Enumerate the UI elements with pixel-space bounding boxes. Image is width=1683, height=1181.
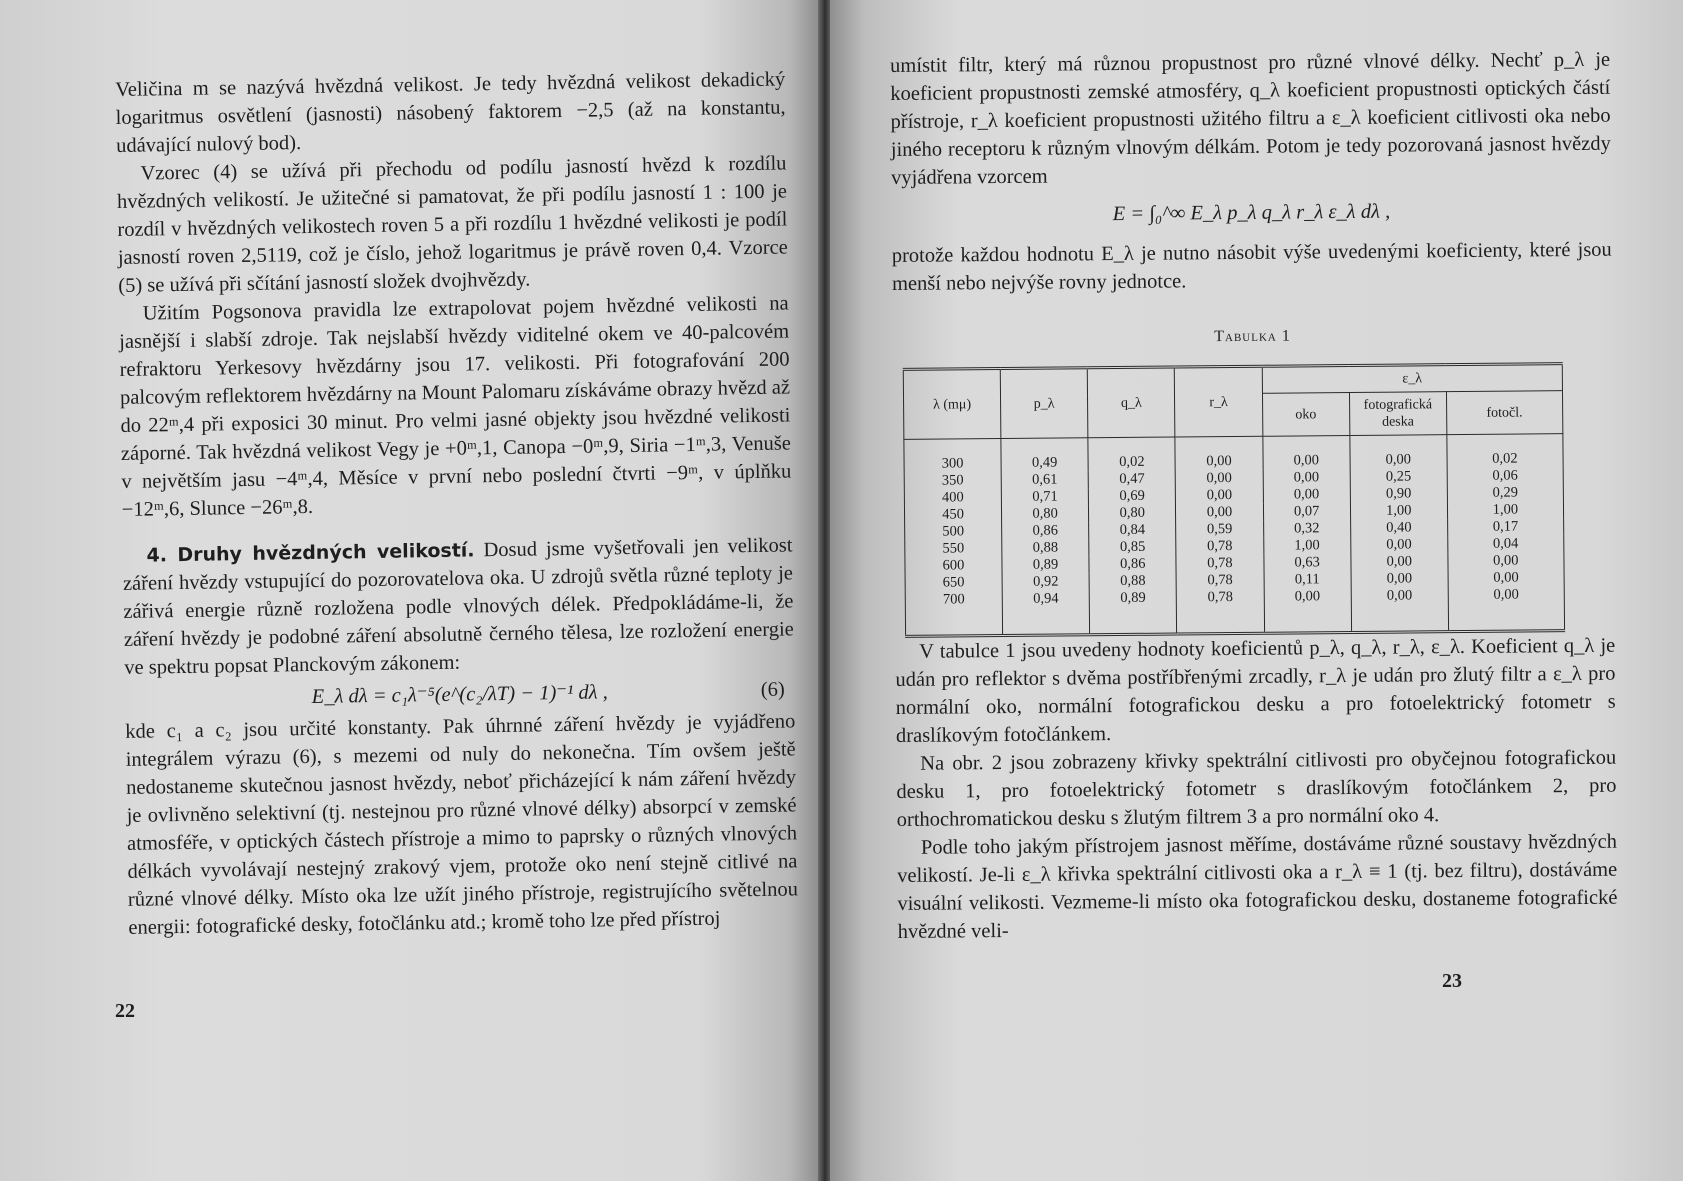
table-cell: 0,78 xyxy=(1176,572,1263,590)
table-cell: 350 xyxy=(904,472,1001,490)
equation-number: (6) xyxy=(760,678,785,701)
table-cell: 0,84 xyxy=(1089,522,1176,540)
table-cell: 0,78 xyxy=(1177,589,1265,634)
table-cell: 0,49 xyxy=(1001,438,1088,472)
table-cell: 1,00 xyxy=(1263,537,1350,555)
table-cell: 1,00 xyxy=(1447,501,1563,519)
formula-text: E_λ dλ = c₁λ⁻⁵(e^(c₂/λT) − 1)⁻¹ dλ , xyxy=(311,681,608,708)
table-cell: 0,07 xyxy=(1263,503,1350,521)
paragraph: kde c₁ a c₂ jsou určité konstanty. Pak úhrnné záření hvězdy je vyjádřeno integrálem výrazu (6), s mezemi od nuly do nekonečna. Tím ovšem ještě nedostaneme skutečnou jasnost hvězdy, neboť přicházející k nám záření hvězdy je ovlivněno selektivní (tj. nestejnou pro různé vlnové délky) absorpcí v zemské atmosféře, v optických částech přístroje a mimo to paprsky o různých vlnových délkách vyvolávají nestejný zrakový vjem, protože oko není stejně citlivé na různé vlnové délky. Místo oka lze užít jiného přístroje, registrujícího světelnou energii: fotografické desky, fotočlánku atd.; kromě toho lze před přístroj xyxy=(125,710,799,939)
section-heading: 4. Druhy hvězdných velikostí. xyxy=(146,539,475,567)
subcolumn-header: fotočl. xyxy=(1446,391,1563,435)
paragraph: Vzorec (4) se užívá při přechodu od podílu jasností hvězd k rozdílu hvězdných velikostí. Je užitečné si pamatovat, že při podílu jasností 1 : 100 je rozdíl v hvězdných velikostech roven 5 a při rozdílu 1 hvězdné velikosti je podíl jasností roven 2,5119, což je číslo, jehož logaritmus je právě roven 0,4. Vzorce (5) se užívá při sčítání jasností složek dvojhvězdy. xyxy=(116,152,788,297)
table-cell: 0,89 xyxy=(1089,590,1177,635)
table-cell: 0,00 xyxy=(1263,486,1350,504)
table-cell: 0,80 xyxy=(1001,505,1088,523)
column-header: r_λ xyxy=(1175,366,1263,437)
table-cell: 0,78 xyxy=(1176,538,1263,556)
table-cell: 0,69 xyxy=(1089,488,1176,506)
table-cell: 0,00 xyxy=(1264,588,1352,633)
table-cell: 0,04 xyxy=(1447,535,1563,553)
paragraph: Na obr. 2 jsou zobrazeny křivky spektrální citlivosti pro obyčejnou fotografickou desku 1, pro fotoelektrický fotometr s draslíkovým fotočlánkem 2, pro orthochromatickou desku s žlutým filtrem 3 a pro normální oko 4. xyxy=(896,746,1617,831)
table-cell: 0,02 xyxy=(1088,437,1175,471)
table-cell: 0,86 xyxy=(1089,556,1176,574)
table-cell: 0,25 xyxy=(1350,468,1447,486)
paragraph: V tabulce 1 jsou uvedeny hodnoty koeficientů p_λ, q_λ, r_λ, ε_λ. Koeficient q_λ je udán pro reflektor s dvěma postříbřenými zrcadly, r_λ je udán pro žlutý filtr a ε_λ pro normální oko, normální fotografickou desku a pro fotoelektrický fotometr s draslíkovým fotočlánkem. xyxy=(895,634,1616,747)
column-header: ε_λ xyxy=(1262,364,1563,394)
section-paragraph xyxy=(122,531,794,682)
table-cell: 1,00 xyxy=(1350,502,1447,520)
table-cell: 0,17 xyxy=(1447,518,1563,536)
table-cell: 0,00 xyxy=(1176,504,1263,522)
table-cell: 650 xyxy=(905,574,1002,592)
column-header: p_λ xyxy=(1000,368,1088,439)
table-cell: 0,94 xyxy=(1002,590,1090,635)
table-cell: 550 xyxy=(905,540,1002,558)
table-cell: 0,90 xyxy=(1350,485,1447,503)
left-page-text xyxy=(115,65,799,941)
table-cell: 0,00 xyxy=(1448,569,1564,587)
table-cell: 0,40 xyxy=(1350,519,1447,537)
table-cell: 0,00 xyxy=(1351,553,1448,571)
table-cell: 0,06 xyxy=(1447,467,1563,485)
table-cell: 0,71 xyxy=(1001,488,1088,506)
table-cell: 0,00 xyxy=(1448,552,1564,570)
table-cell: 0,11 xyxy=(1264,571,1351,589)
table-cell: 0,63 xyxy=(1263,554,1350,572)
table-cell: 0,32 xyxy=(1263,520,1350,538)
table-cell: 0,80 xyxy=(1089,505,1176,523)
subcolumn-header: oko xyxy=(1262,393,1350,437)
table-cell: 0,59 xyxy=(1176,521,1263,539)
table-cell: 0,00 xyxy=(1351,587,1448,632)
table-cell: 0,88 xyxy=(1089,573,1176,591)
table-cell: 450 xyxy=(904,506,1001,524)
paragraph: Veličina m se nazývá hvězdná velikost. Je tedy hvězdná velikost dekadický logaritmus osvětlení (jasnosti) násobený faktorem −2,5 (až na konstantu, udávající nulový bod). xyxy=(115,68,786,157)
column-header: q_λ xyxy=(1087,367,1175,438)
paragraph: Podle toho jakým přístrojem jasnost měříme, dostáváme různé soustavy hvězdných velikostí. Je-li ε_λ křivka spektrální citlivosti oka a r_λ ≡ 1 (tj. bez filtru), dostáváme visuální velikosti. Vezmeme-li místo oka fotografickou desku, dostaneme fotografické hvězdné veli- xyxy=(897,830,1618,943)
table-cell: 0,47 xyxy=(1088,471,1175,489)
table-cell: 0,00 xyxy=(1176,470,1263,488)
coefficient-table xyxy=(903,362,1565,638)
brightness-formula xyxy=(891,196,1611,230)
left-page xyxy=(0,0,822,1181)
column-header: λ (mμ) xyxy=(903,369,1001,440)
section-intro: Dosud jsme vyšetřovali jen velikost záření hvězdy vstupující do pozorovatelova oka. U zdrojů světla různé teploty je zářivá energie různě rozložena podle vlnových délek. Předpokládáme-li, že záření hvězdy je podobné záření absolutně černého tělesa, lze rozložení energie ve spektru popsat Planckovým zákonem: xyxy=(122,534,794,679)
table-cell: 0,29 xyxy=(1447,484,1563,502)
table-cell: 700 xyxy=(905,591,1002,636)
table-cell: 0,00 xyxy=(1448,586,1565,632)
table-cell: 300 xyxy=(904,439,1001,473)
table-cell: 0,92 xyxy=(1002,573,1089,591)
table-cell: 0,02 xyxy=(1447,434,1564,469)
table-cell: 0,00 xyxy=(1350,435,1447,469)
paragraph: protože každou hodnotu E_λ je nutno násobit výše uvedenými koeficienty, které jsou menší nebo nejvýše rovny jednotce. xyxy=(891,238,1612,295)
table-cell: 600 xyxy=(905,557,1002,575)
table-cell: 0,00 xyxy=(1263,469,1350,487)
table-cell: 0,88 xyxy=(1002,539,1089,557)
table-cell: 500 xyxy=(905,523,1002,541)
page-number: 23 xyxy=(1442,970,1462,992)
right-page-text xyxy=(890,46,1618,946)
table-cell: 0,89 xyxy=(1002,556,1089,574)
table-body xyxy=(904,434,1565,637)
table-cell: 0,00 xyxy=(1351,570,1448,588)
table-cell: 0,00 xyxy=(1262,436,1349,470)
subcolumn-header: fotografická deska xyxy=(1349,392,1446,436)
formula-text: E = ∫₀^∞ E_λ p_λ q_λ r_λ ε_λ dλ , xyxy=(1112,200,1391,226)
table-cell: 0,78 xyxy=(1176,555,1263,573)
table-cell: 400 xyxy=(904,489,1001,507)
table-cell: 0,85 xyxy=(1089,539,1176,557)
table-cell: 0,00 xyxy=(1175,436,1262,470)
table-cell: 0,00 xyxy=(1176,487,1263,505)
table-cell: 0,00 xyxy=(1350,536,1447,554)
paragraph: Užitím Pogsonova pravidla lze extrapolovat pojem hvězdné velikosti na jasnější i slabší zdroje. Tak nejslabší hvězdy viditelné okem ve 40-palcovém refraktoru Yerkesovy hvězdárny jsou 17. velikosti. Při fotografování 200 palcovým reflektorem hvězdárny na Mount Palomaru získáváme obrazy hvězd až do 22ᵐ,4 při exposici 30 minut. Pro velmi jasné objekty jsou hvězdné velikosti záporné. Tak hvězdná velikost Vegy je +0ᵐ,1, Canopa −0ᵐ,9, Siria −1ᵐ,3, Venuše v největším jasu −4ᵐ,4, Měsíce v první nebo poslední čtvrti −9ᵐ, v úplňku −12ᵐ,6, Slunce −26ᵐ,8. xyxy=(119,292,792,521)
table-caption: Tabulka 1 xyxy=(1214,327,1291,346)
right-page xyxy=(830,0,1683,1181)
table-row xyxy=(905,586,1564,636)
paragraph: umístit filtr, který má různou propustnost pro různé vlnové délky. Nechť p_λ je koeficient propustnosti zemské atmosféry, q_λ koeficient propustnosti optických částí přístroje, r_λ koeficient propustnosti užitého filtru a ε_λ koeficient citlivosti oka nebo jiného receptoru k různým vlnovým délkám. Potom je tedy pozorovaná jasnost hvězdy vyjádřena vzorcem xyxy=(890,48,1611,189)
table-cell: 0,86 xyxy=(1002,522,1089,540)
table-cell: 0,61 xyxy=(1001,471,1088,489)
page-number: 22 xyxy=(115,1000,135,1022)
